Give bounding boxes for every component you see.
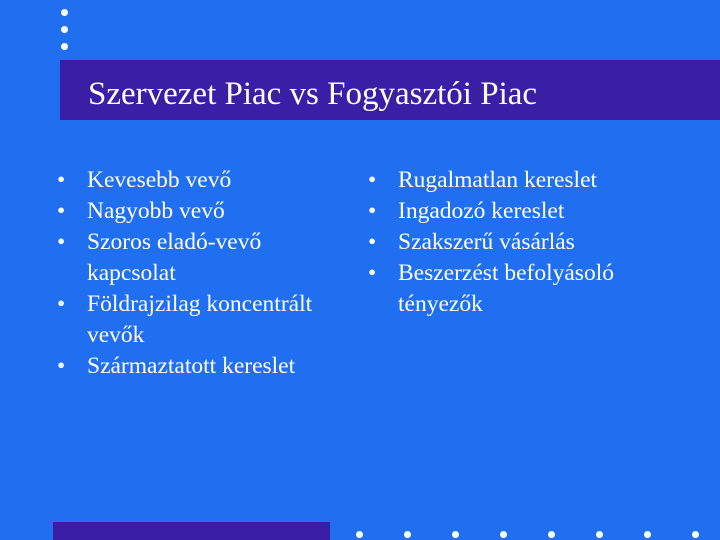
list-item-text: Beszerzést befolyásoló tényezők <box>398 260 614 317</box>
bullet-icon: • <box>368 229 377 255</box>
decor-dot <box>61 43 68 50</box>
list-item <box>368 165 698 196</box>
list-item-text: Szakszerű vásárlás <box>398 229 575 255</box>
decor-dot <box>596 531 603 538</box>
right-column <box>368 165 698 320</box>
decor-dot <box>548 531 555 538</box>
list-item <box>57 289 347 351</box>
list-item <box>368 196 698 227</box>
decor-dot <box>404 531 411 538</box>
bullet-icon: • <box>57 167 66 193</box>
list-item-text: Kevesebb vevő <box>87 167 232 193</box>
list-item-text: Ingadozó kereslet <box>398 198 565 224</box>
decor-dot <box>644 531 651 538</box>
bullet-icon: • <box>368 167 377 193</box>
bottom-accent-bar <box>53 522 330 540</box>
bullet-icon: • <box>368 198 377 224</box>
decor-dot <box>692 531 699 538</box>
list-item-text: Származtatott kereslet <box>87 353 296 379</box>
left-bullet-list <box>57 165 347 382</box>
decor-dot <box>452 531 459 538</box>
bullet-icon: • <box>57 229 66 255</box>
bullet-icon: • <box>368 260 377 286</box>
list-item <box>57 165 347 196</box>
list-item <box>57 196 347 227</box>
right-bullet-list <box>368 165 698 320</box>
list-item <box>368 227 698 258</box>
bullet-icon: • <box>57 353 66 379</box>
list-item-text: Nagyobb vevő <box>87 198 225 224</box>
decor-dot <box>61 26 68 33</box>
bullet-icon: • <box>57 291 66 317</box>
slide-title: Szervezet Piac vs Fogyasztói Piac <box>88 76 538 112</box>
list-item-text: Földrajzilag koncentrált vevők <box>87 291 313 348</box>
decor-dot <box>61 9 68 16</box>
left-column <box>57 165 347 382</box>
list-item-text: Szoros eladó-vevő kapcsolat <box>87 229 262 286</box>
list-item <box>57 227 347 289</box>
decor-dot <box>500 531 507 538</box>
list-item-text: Rugalmatlan kereslet <box>398 167 598 193</box>
list-item <box>57 351 347 382</box>
list-item <box>368 258 698 320</box>
decor-dot <box>356 531 363 538</box>
bullet-icon: • <box>57 198 66 224</box>
